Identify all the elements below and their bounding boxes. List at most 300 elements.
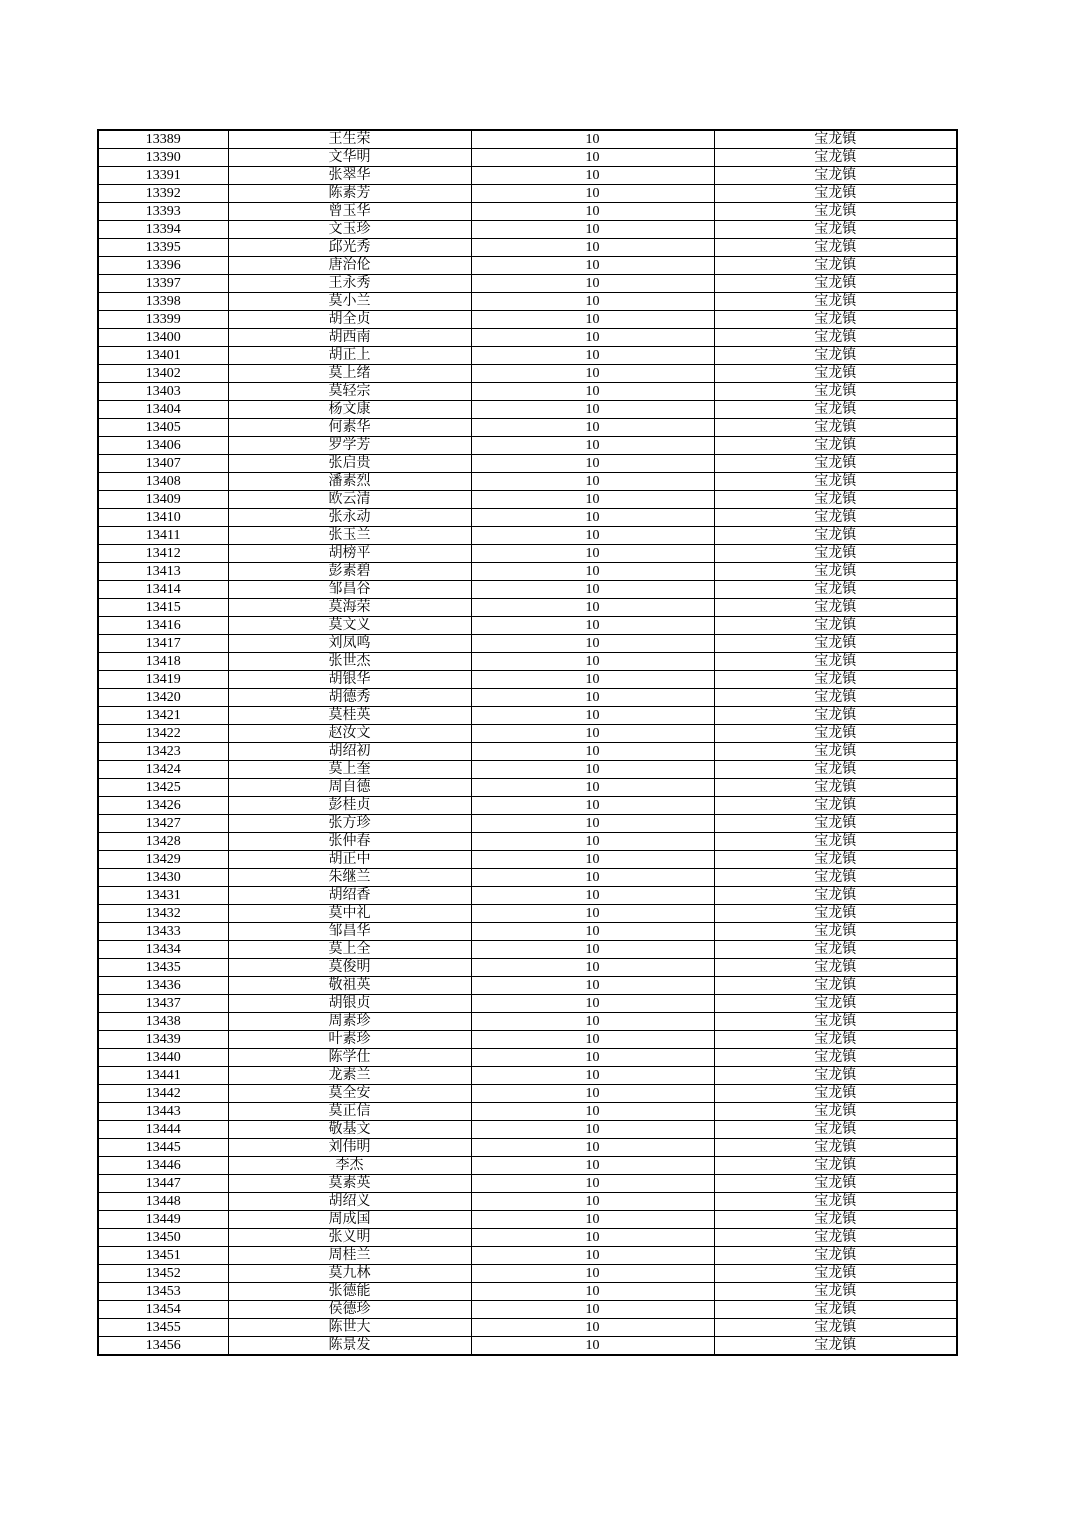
cell-town: 宝龙镇 <box>714 1229 957 1247</box>
table-row <box>98 347 957 365</box>
cell-amount: 10 <box>471 545 714 563</box>
cell-amount: 10 <box>471 1085 714 1103</box>
cell-id: 13408 <box>98 473 228 491</box>
cell-town: 宝龙镇 <box>714 275 957 293</box>
cell-town: 宝龙镇 <box>714 1319 957 1337</box>
cell-id: 13436 <box>98 977 228 995</box>
cell-id: 13451 <box>98 1247 228 1265</box>
cell-town: 宝龙镇 <box>714 203 957 221</box>
cell-amount: 10 <box>471 1319 714 1337</box>
cell-town: 宝龙镇 <box>714 1103 957 1121</box>
table-row <box>98 707 957 725</box>
cell-id: 13416 <box>98 617 228 635</box>
cell-town: 宝龙镇 <box>714 509 957 527</box>
table-row <box>98 401 957 419</box>
cell-id: 13393 <box>98 203 228 221</box>
cell-name: 邱光秀 <box>228 239 471 257</box>
table-row <box>98 1049 957 1067</box>
cell-amount: 10 <box>471 1157 714 1175</box>
cell-town: 宝龙镇 <box>714 1247 957 1265</box>
cell-id: 13429 <box>98 851 228 869</box>
cell-name: 邹昌谷 <box>228 581 471 599</box>
cell-town: 宝龙镇 <box>714 365 957 383</box>
cell-town: 宝龙镇 <box>714 797 957 815</box>
cell-id: 13455 <box>98 1319 228 1337</box>
cell-amount: 10 <box>471 311 714 329</box>
cell-id: 13444 <box>98 1121 228 1139</box>
cell-id: 13423 <box>98 743 228 761</box>
cell-town: 宝龙镇 <box>714 581 957 599</box>
cell-town: 宝龙镇 <box>714 527 957 545</box>
table-row <box>98 599 957 617</box>
cell-name: 陈素芳 <box>228 185 471 203</box>
table-row <box>98 833 957 851</box>
cell-amount: 10 <box>471 239 714 257</box>
table-row <box>98 653 957 671</box>
cell-name: 胡绍义 <box>228 1193 471 1211</box>
table-row <box>98 923 957 941</box>
cell-town: 宝龙镇 <box>714 815 957 833</box>
cell-amount: 10 <box>471 1247 714 1265</box>
cell-name: 胡全贞 <box>228 311 471 329</box>
table-row <box>98 239 957 257</box>
cell-amount: 10 <box>471 185 714 203</box>
cell-name: 罗学芳 <box>228 437 471 455</box>
cell-amount: 10 <box>471 977 714 995</box>
table-row <box>98 509 957 527</box>
table-row <box>98 455 957 473</box>
cell-id: 13447 <box>98 1175 228 1193</box>
table-row <box>98 797 957 815</box>
cell-amount: 10 <box>471 815 714 833</box>
cell-amount: 10 <box>471 635 714 653</box>
cell-town: 宝龙镇 <box>714 383 957 401</box>
cell-amount: 10 <box>471 275 714 293</box>
table-row <box>98 1265 957 1283</box>
table-row <box>98 130 957 149</box>
cell-name: 何素华 <box>228 419 471 437</box>
cell-id: 13445 <box>98 1139 228 1157</box>
cell-name: 彭桂贞 <box>228 797 471 815</box>
cell-town: 宝龙镇 <box>714 671 957 689</box>
cell-name: 龙素兰 <box>228 1067 471 1085</box>
cell-town: 宝龙镇 <box>714 149 957 167</box>
cell-town: 宝龙镇 <box>714 905 957 923</box>
cell-amount: 10 <box>471 1175 714 1193</box>
cell-amount: 10 <box>471 401 714 419</box>
cell-amount: 10 <box>471 419 714 437</box>
table-row <box>98 851 957 869</box>
cell-amount: 10 <box>471 599 714 617</box>
cell-town: 宝龙镇 <box>714 545 957 563</box>
cell-town: 宝龙镇 <box>714 563 957 581</box>
cell-id: 13395 <box>98 239 228 257</box>
cell-name: 朱继兰 <box>228 869 471 887</box>
cell-town: 宝龙镇 <box>714 167 957 185</box>
cell-name: 莫全安 <box>228 1085 471 1103</box>
table-row <box>98 1247 957 1265</box>
cell-town: 宝龙镇 <box>714 923 957 941</box>
table-row <box>98 1175 957 1193</box>
cell-id: 13419 <box>98 671 228 689</box>
cell-name: 胡绍初 <box>228 743 471 761</box>
cell-town: 宝龙镇 <box>714 1337 957 1356</box>
cell-town: 宝龙镇 <box>714 293 957 311</box>
cell-amount: 10 <box>471 437 714 455</box>
table-row <box>98 563 957 581</box>
cell-id: 13389 <box>98 130 228 149</box>
cell-name: 张启贵 <box>228 455 471 473</box>
table-row <box>98 257 957 275</box>
table-body <box>98 130 957 1355</box>
cell-id: 13411 <box>98 527 228 545</box>
table-row <box>98 671 957 689</box>
cell-name: 张世杰 <box>228 653 471 671</box>
cell-id: 13434 <box>98 941 228 959</box>
cell-amount: 10 <box>471 797 714 815</box>
cell-amount: 10 <box>471 617 714 635</box>
cell-name: 李杰 <box>228 1157 471 1175</box>
cell-town: 宝龙镇 <box>714 1211 957 1229</box>
cell-town: 宝龙镇 <box>714 653 957 671</box>
cell-town: 宝龙镇 <box>714 239 957 257</box>
cell-name: 莫上全 <box>228 941 471 959</box>
cell-id: 13404 <box>98 401 228 419</box>
cell-id: 13405 <box>98 419 228 437</box>
cell-town: 宝龙镇 <box>714 617 957 635</box>
cell-name: 张翠华 <box>228 167 471 185</box>
cell-id: 13399 <box>98 311 228 329</box>
cell-id: 13390 <box>98 149 228 167</box>
cell-amount: 10 <box>471 1337 714 1356</box>
cell-name: 潘素烈 <box>228 473 471 491</box>
cell-amount: 10 <box>471 779 714 797</box>
cell-amount: 10 <box>471 293 714 311</box>
cell-name: 莫轻宗 <box>228 383 471 401</box>
cell-name: 周自德 <box>228 779 471 797</box>
table-row <box>98 329 957 347</box>
cell-name: 刘伟明 <box>228 1139 471 1157</box>
cell-name: 欧云清 <box>228 491 471 509</box>
table-row <box>98 761 957 779</box>
cell-amount: 10 <box>471 689 714 707</box>
cell-town: 宝龙镇 <box>714 941 957 959</box>
cell-id: 13420 <box>98 689 228 707</box>
table-row <box>98 1067 957 1085</box>
cell-town: 宝龙镇 <box>714 1067 957 1085</box>
table-row <box>98 221 957 239</box>
table-row <box>98 689 957 707</box>
cell-id: 13456 <box>98 1337 228 1356</box>
cell-town: 宝龙镇 <box>714 635 957 653</box>
cell-name: 莫素英 <box>228 1175 471 1193</box>
cell-name: 莫海荣 <box>228 599 471 617</box>
cell-id: 13438 <box>98 1013 228 1031</box>
cell-name: 胡正中 <box>228 851 471 869</box>
cell-amount: 10 <box>471 1067 714 1085</box>
cell-amount: 10 <box>471 905 714 923</box>
cell-id: 13446 <box>98 1157 228 1175</box>
cell-amount: 10 <box>471 923 714 941</box>
table-row <box>98 1301 957 1319</box>
cell-town: 宝龙镇 <box>714 977 957 995</box>
cell-id: 13403 <box>98 383 228 401</box>
cell-amount: 10 <box>471 1139 714 1157</box>
table-row <box>98 1085 957 1103</box>
cell-id: 13413 <box>98 563 228 581</box>
cell-name: 彭素碧 <box>228 563 471 581</box>
cell-town: 宝龙镇 <box>714 329 957 347</box>
cell-name: 敬祖英 <box>228 977 471 995</box>
cell-amount: 10 <box>471 365 714 383</box>
table-row <box>98 1283 957 1301</box>
table-row <box>98 293 957 311</box>
cell-town: 宝龙镇 <box>714 257 957 275</box>
cell-town: 宝龙镇 <box>714 455 957 473</box>
cell-amount: 10 <box>471 1013 714 1031</box>
cell-town: 宝龙镇 <box>714 1085 957 1103</box>
cell-name: 杨文康 <box>228 401 471 419</box>
cell-name: 莫俊明 <box>228 959 471 977</box>
cell-name: 周成国 <box>228 1211 471 1229</box>
table-row <box>98 437 957 455</box>
cell-name: 莫文义 <box>228 617 471 635</box>
cell-amount: 10 <box>471 491 714 509</box>
table-row <box>98 905 957 923</box>
cell-id: 13398 <box>98 293 228 311</box>
cell-id: 13410 <box>98 509 228 527</box>
cell-amount: 10 <box>471 1121 714 1139</box>
cell-id: 13424 <box>98 761 228 779</box>
table-row <box>98 743 957 761</box>
cell-amount: 10 <box>471 563 714 581</box>
table-row <box>98 815 957 833</box>
cell-amount: 10 <box>471 1193 714 1211</box>
cell-name: 莫上绪 <box>228 365 471 383</box>
cell-id: 13449 <box>98 1211 228 1229</box>
cell-name: 莫中礼 <box>228 905 471 923</box>
cell-amount: 10 <box>471 941 714 959</box>
cell-id: 13450 <box>98 1229 228 1247</box>
cell-name: 莫小兰 <box>228 293 471 311</box>
cell-amount: 10 <box>471 1049 714 1067</box>
cell-name: 张德能 <box>228 1283 471 1301</box>
cell-name: 张永动 <box>228 509 471 527</box>
cell-id: 13435 <box>98 959 228 977</box>
table-row <box>98 1337 957 1356</box>
cell-town: 宝龙镇 <box>714 833 957 851</box>
cell-name: 曾玉华 <box>228 203 471 221</box>
table-row <box>98 959 957 977</box>
cell-amount: 10 <box>471 329 714 347</box>
cell-id: 13418 <box>98 653 228 671</box>
cell-amount: 10 <box>471 130 714 149</box>
table-row <box>98 311 957 329</box>
table-row <box>98 1013 957 1031</box>
cell-town: 宝龙镇 <box>714 437 957 455</box>
cell-name: 唐治伦 <box>228 257 471 275</box>
cell-town: 宝龙镇 <box>714 1193 957 1211</box>
cell-amount: 10 <box>471 1283 714 1301</box>
table-row <box>98 869 957 887</box>
cell-id: 13406 <box>98 437 228 455</box>
cell-id: 13448 <box>98 1193 228 1211</box>
cell-amount: 10 <box>471 1265 714 1283</box>
table-row <box>98 1211 957 1229</box>
table-row <box>98 203 957 221</box>
table-row <box>98 995 957 1013</box>
cell-name: 赵汝文 <box>228 725 471 743</box>
cell-town: 宝龙镇 <box>714 221 957 239</box>
cell-name: 莫正信 <box>228 1103 471 1121</box>
cell-amount: 10 <box>471 959 714 977</box>
cell-amount: 10 <box>471 1031 714 1049</box>
cell-amount: 10 <box>471 509 714 527</box>
cell-id: 13427 <box>98 815 228 833</box>
cell-id: 13426 <box>98 797 228 815</box>
cell-name: 陈学仕 <box>228 1049 471 1067</box>
cell-id: 13443 <box>98 1103 228 1121</box>
table-row <box>98 1193 957 1211</box>
cell-amount: 10 <box>471 887 714 905</box>
cell-town: 宝龙镇 <box>714 1049 957 1067</box>
cell-town: 宝龙镇 <box>714 1013 957 1031</box>
cell-id: 13397 <box>98 275 228 293</box>
data-table <box>97 129 958 1356</box>
cell-amount: 10 <box>471 455 714 473</box>
cell-amount: 10 <box>471 725 714 743</box>
table-row <box>98 725 957 743</box>
cell-id: 13401 <box>98 347 228 365</box>
cell-id: 13441 <box>98 1067 228 1085</box>
cell-amount: 10 <box>471 869 714 887</box>
cell-id: 13425 <box>98 779 228 797</box>
cell-amount: 10 <box>471 1211 714 1229</box>
cell-name: 莫桂英 <box>228 707 471 725</box>
table-row <box>98 635 957 653</box>
cell-amount: 10 <box>471 1103 714 1121</box>
cell-town: 宝龙镇 <box>714 707 957 725</box>
cell-name: 陈景发 <box>228 1337 471 1356</box>
cell-name: 张方珍 <box>228 815 471 833</box>
cell-town: 宝龙镇 <box>714 725 957 743</box>
table-row <box>98 419 957 437</box>
cell-id: 13433 <box>98 923 228 941</box>
cell-town: 宝龙镇 <box>714 1175 957 1193</box>
cell-amount: 10 <box>471 761 714 779</box>
cell-amount: 10 <box>471 1301 714 1319</box>
table-row <box>98 1157 957 1175</box>
cell-name: 周桂兰 <box>228 1247 471 1265</box>
cell-town: 宝龙镇 <box>714 779 957 797</box>
cell-id: 13442 <box>98 1085 228 1103</box>
cell-name: 胡银贞 <box>228 995 471 1013</box>
cell-id: 13453 <box>98 1283 228 1301</box>
table-row <box>98 473 957 491</box>
cell-town: 宝龙镇 <box>714 1265 957 1283</box>
cell-name: 胡榜平 <box>228 545 471 563</box>
table-row <box>98 149 957 167</box>
cell-name: 胡正上 <box>228 347 471 365</box>
cell-amount: 10 <box>471 383 714 401</box>
cell-amount: 10 <box>471 581 714 599</box>
cell-amount: 10 <box>471 671 714 689</box>
table-row <box>98 941 957 959</box>
cell-town: 宝龙镇 <box>714 1031 957 1049</box>
cell-amount: 10 <box>471 167 714 185</box>
cell-amount: 10 <box>471 221 714 239</box>
cell-id: 13400 <box>98 329 228 347</box>
table-row <box>98 365 957 383</box>
table-row <box>98 887 957 905</box>
cell-id: 13454 <box>98 1301 228 1319</box>
cell-id: 13409 <box>98 491 228 509</box>
table-row <box>98 1229 957 1247</box>
cell-id: 13402 <box>98 365 228 383</box>
cell-town: 宝龙镇 <box>714 347 957 365</box>
cell-amount: 10 <box>471 833 714 851</box>
table-row <box>98 977 957 995</box>
table-row <box>98 1121 957 1139</box>
table-row <box>98 383 957 401</box>
cell-amount: 10 <box>471 653 714 671</box>
table-row <box>98 581 957 599</box>
cell-town: 宝龙镇 <box>714 1121 957 1139</box>
cell-name: 文华明 <box>228 149 471 167</box>
cell-id: 13437 <box>98 995 228 1013</box>
cell-town: 宝龙镇 <box>714 1139 957 1157</box>
cell-town: 宝龙镇 <box>714 869 957 887</box>
cell-id: 13391 <box>98 167 228 185</box>
cell-id: 13431 <box>98 887 228 905</box>
cell-id: 13396 <box>98 257 228 275</box>
cell-town: 宝龙镇 <box>714 599 957 617</box>
cell-name: 张玉兰 <box>228 527 471 545</box>
cell-id: 13440 <box>98 1049 228 1067</box>
cell-id: 13428 <box>98 833 228 851</box>
table-row <box>98 167 957 185</box>
cell-id: 13430 <box>98 869 228 887</box>
cell-town: 宝龙镇 <box>714 995 957 1013</box>
cell-name: 王生荣 <box>228 130 471 149</box>
cell-id: 13414 <box>98 581 228 599</box>
cell-name: 文玉珍 <box>228 221 471 239</box>
cell-id: 13407 <box>98 455 228 473</box>
cell-name: 周素珍 <box>228 1013 471 1031</box>
cell-id: 13432 <box>98 905 228 923</box>
cell-name: 敬基文 <box>228 1121 471 1139</box>
cell-name: 胡银华 <box>228 671 471 689</box>
cell-amount: 10 <box>471 149 714 167</box>
cell-town: 宝龙镇 <box>714 1283 957 1301</box>
cell-town: 宝龙镇 <box>714 185 957 203</box>
cell-amount: 10 <box>471 257 714 275</box>
table-row <box>98 617 957 635</box>
table-row <box>98 185 957 203</box>
cell-town: 宝龙镇 <box>714 473 957 491</box>
cell-name: 张义明 <box>228 1229 471 1247</box>
cell-id: 13394 <box>98 221 228 239</box>
cell-name: 邹昌华 <box>228 923 471 941</box>
cell-amount: 10 <box>471 995 714 1013</box>
cell-id: 13415 <box>98 599 228 617</box>
cell-town: 宝龙镇 <box>714 1157 957 1175</box>
cell-amount: 10 <box>471 743 714 761</box>
cell-id: 13412 <box>98 545 228 563</box>
cell-name: 莫上奎 <box>228 761 471 779</box>
cell-id: 13452 <box>98 1265 228 1283</box>
cell-name: 王永秀 <box>228 275 471 293</box>
